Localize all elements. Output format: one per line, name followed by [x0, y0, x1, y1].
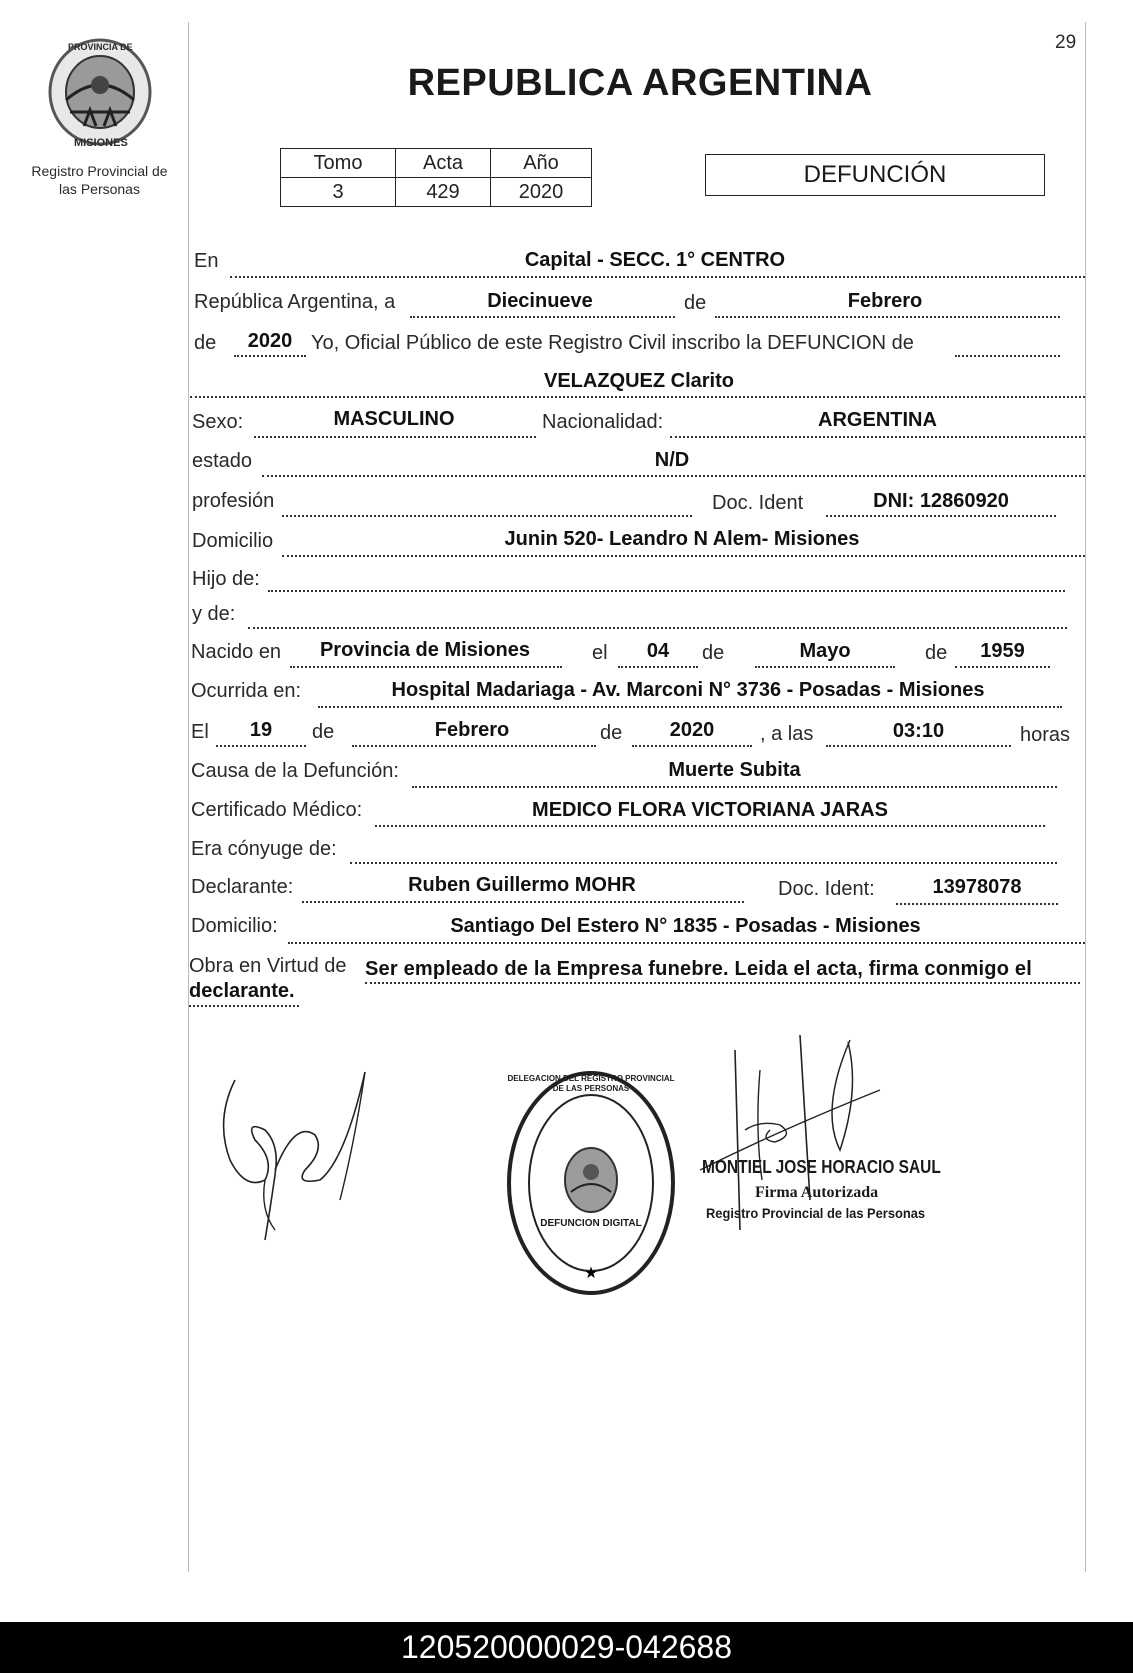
- causa-label: Causa de la Defunción:: [191, 760, 399, 782]
- def-dia-line: [216, 745, 306, 747]
- stamp-ring-text: DELEGACION DEL REGISTRO PROVINCIAL DE LAS PERSONAS: [507, 1074, 675, 1093]
- def-hora-value: 03:10: [892, 720, 945, 742]
- def-mes-value: Febrero: [434, 719, 510, 741]
- alas-label: , a las: [760, 723, 814, 745]
- estado-line: [262, 475, 1085, 477]
- anio-line: [234, 355, 306, 357]
- table-value-tomo: 3: [281, 178, 396, 207]
- record-table: [280, 148, 592, 207]
- domicilio-value: Junin 520- Leandro N Alem- Misiones: [504, 528, 860, 550]
- signer-org: Registro Provincial de las Personas: [706, 1205, 926, 1221]
- conyuge-line: [350, 862, 1057, 864]
- mes-value: Febrero: [847, 290, 923, 312]
- nac-mes-line: [755, 666, 895, 668]
- mes-line: [715, 316, 1060, 318]
- declarant-signature: [205, 1060, 385, 1250]
- domicilio-label: Domicilio: [192, 530, 274, 552]
- domicilio2-label: Domicilio:: [191, 915, 278, 937]
- nac-dia-value: 04: [646, 640, 670, 662]
- estado-label: estado: [192, 450, 253, 472]
- left-margin-line: [188, 22, 189, 1572]
- def-mes-line: [352, 745, 596, 747]
- nac-dia-line: [618, 666, 698, 668]
- nac-mes-value: Mayo: [799, 640, 851, 662]
- de-label-2: de: [194, 332, 217, 354]
- ocurrida-line: [318, 706, 1062, 708]
- svg-text:★: ★: [583, 1263, 599, 1282]
- en-value: Capital - SECC. 1° CENTRO: [524, 249, 786, 271]
- declarante-value: Ruben Guillermo MOHR: [408, 874, 636, 896]
- anio-value: 2020: [247, 330, 293, 352]
- sexo-line: [254, 436, 536, 438]
- el-label: el: [592, 642, 608, 664]
- nacido-label: Nacido en: [191, 641, 282, 663]
- nacido-value: Provincia de Misiones: [319, 639, 531, 661]
- doc-ident-label: Doc. Ident: [712, 492, 804, 514]
- table-value-acta: 429: [396, 178, 491, 207]
- footer-code: 120520000029-042688: [0, 1622, 1133, 1673]
- doc-ident-value: DNI: 12860920: [873, 490, 1009, 512]
- nacionalidad-value: ARGENTINA: [818, 409, 937, 431]
- de-label-4: de: [925, 642, 948, 664]
- page-title: REPUBLICA ARGENTINA: [407, 62, 873, 104]
- doc-ident-line: [826, 515, 1056, 517]
- def-anio-value: 2020: [669, 719, 715, 741]
- decl-doc-value: 13978078: [932, 876, 1022, 898]
- yo-line: [955, 355, 1060, 357]
- republica-label: República Argentina, a: [194, 291, 396, 313]
- table-header-acta: Acta: [396, 149, 491, 178]
- yde-label: y de:: [192, 603, 236, 625]
- decl-doc-line: [896, 903, 1058, 905]
- ocurrida-label: Ocurrida en:: [191, 680, 302, 702]
- def-dia-value: 19: [249, 719, 273, 741]
- page-number: 29: [1055, 32, 1077, 53]
- dia-value: Diecinueve: [487, 290, 593, 312]
- right-margin-line: [1085, 22, 1086, 1572]
- domicilio2-value: Santiago Del Estero N° 1835 - Posadas - Misiones: [450, 915, 921, 937]
- stamp-inner-text: DEFUNCION DIGITAL: [540, 1218, 642, 1229]
- obra-value-1: Ser empleado de la Empresa funebre. Leida el acta, firma conmigo el: [365, 958, 1032, 980]
- nacionalidad-label: Nacionalidad:: [542, 411, 664, 433]
- obra-label: Obra en Virtud de: [189, 955, 347, 977]
- table-header-tomo: Tomo: [281, 149, 396, 178]
- domicilio2-line: [288, 942, 1085, 944]
- table-value-anio: 2020: [491, 178, 592, 207]
- hijo-label: Hijo de:: [192, 568, 260, 590]
- nac-anio-value: 1959: [980, 640, 1025, 662]
- causa-value: Muerte Subita: [668, 759, 801, 781]
- de-label-1: de: [684, 292, 707, 314]
- obra-value-2: declarante.: [189, 980, 295, 1002]
- def-anio-line: [632, 745, 752, 747]
- declarante-line: [302, 901, 744, 903]
- yo-text: Yo, Oficial Público de este Registro Civil inscribo la DEFUNCION de: [311, 332, 914, 354]
- nac-anio-line: [955, 666, 1050, 668]
- nacionalidad-line: [670, 436, 1085, 438]
- domicilio-line: [282, 555, 1085, 557]
- conyuge-label: Era cónyuge de:: [191, 838, 337, 860]
- nombre-value: VELAZQUEZ Clarito: [543, 370, 734, 392]
- estado-value: N/D: [654, 449, 690, 471]
- de-label-3: de: [702, 642, 725, 664]
- table-header-anio: Año: [491, 149, 592, 178]
- ocurrida-value: Hospital Madariaga - Av. Marconi N° 3736 - Posadas - Misiones: [391, 679, 985, 701]
- official-stamp: [505, 1068, 677, 1298]
- registry-line-1: Registro Provincial de: [31, 163, 168, 179]
- certificado-value: MEDICO FLORA VICTORIANA JARAS: [532, 799, 888, 821]
- nacido-line: [290, 666, 562, 668]
- sexo-value: MASCULINO: [333, 408, 455, 430]
- causa-line: [412, 786, 1057, 788]
- document-type-box: DEFUNCIÓN: [705, 154, 1045, 196]
- dia-line: [410, 316, 675, 318]
- de-label-5: de: [312, 721, 335, 743]
- signer-role: Firma Autorizada: [755, 1184, 879, 1201]
- profesion-label: profesión: [192, 490, 275, 512]
- certificado-label: Certificado Médico:: [191, 799, 363, 821]
- certificado-line: [375, 825, 1045, 827]
- horas-label: horas: [1020, 724, 1071, 746]
- yde-line: [248, 627, 1067, 629]
- def-hora-line: [826, 745, 1011, 747]
- obra-line-1: [365, 982, 1080, 984]
- de-label-6: de: [600, 722, 623, 744]
- signer-name: MONTIEL JOSE HORACIO SAUL: [702, 1157, 941, 1177]
- hijo-line: [268, 590, 1065, 592]
- registry-line-2: las Personas: [59, 181, 140, 197]
- el-cap-label: El: [191, 721, 209, 743]
- nombre-line: [190, 396, 1085, 398]
- en-line: [230, 276, 1085, 278]
- decl-doc-label: Doc. Ident:: [778, 878, 875, 900]
- declarante-label: Declarante:: [191, 876, 294, 898]
- logo-bottom-text: MISIONES: [74, 137, 128, 149]
- sexo-label: Sexo:: [192, 411, 244, 433]
- en-label: En: [194, 250, 219, 272]
- logo-top-text: PROVINCIA DE: [68, 42, 133, 52]
- obra-line-2: [189, 1005, 299, 1007]
- profesion-line: [282, 515, 692, 517]
